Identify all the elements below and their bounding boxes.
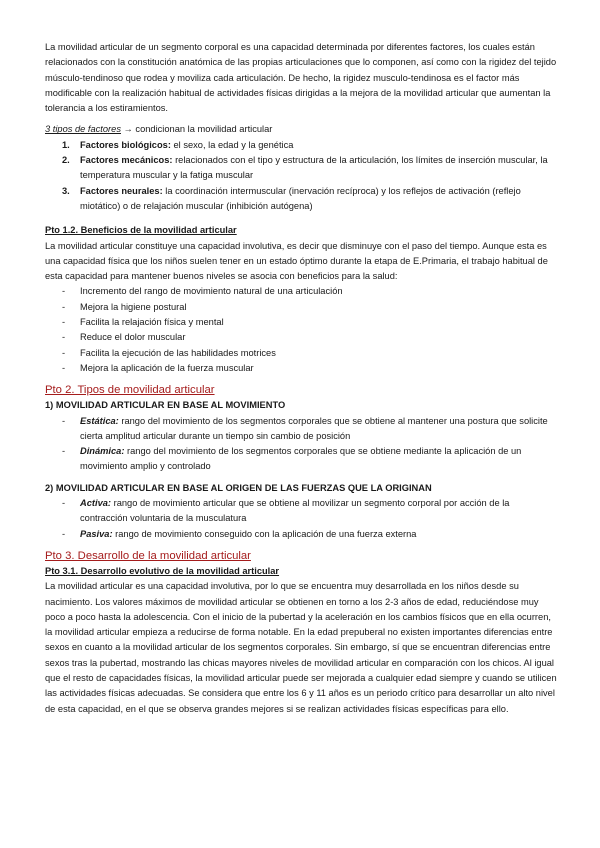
dash-marker: - [62, 332, 66, 343]
list-number: 3. [62, 185, 70, 196]
type-term: Estática: [80, 415, 119, 426]
list-item [45, 361, 557, 376]
section-3-heading: Pto 3. Desarrollo de la movilidad articular [45, 549, 251, 562]
movement-types-list [45, 414, 557, 475]
list-item [45, 184, 557, 215]
group-number: 2) [45, 482, 56, 493]
intro-paragraph: La movilidad articular de un segmento corporal es una capacidad determinada por diferentes factores, los cuales están relacionados con la constitución anatómica de las propias articulaciones que lo componen, así como con la rigidez del tejido músculo-tendinoso que rodea y moviliza cada articulación. De hecho, la rigidez musculo-tendinosa es el factor más modificable con la realización habitual de actividades físicas dirigidas a la mejora de la movilidad articular que aumentan la tolerancia a los estiramientos. [45, 42, 557, 114]
factors-lead-line [45, 122, 557, 137]
list-number: 1. [62, 139, 70, 150]
list-item [45, 414, 557, 445]
factor-term: Factores neurales: [80, 185, 163, 196]
dash-marker: - [62, 415, 66, 426]
list-item [45, 496, 557, 527]
section-1-2-heading: Pto 1.2. Beneficios de la movilidad articular [45, 225, 237, 236]
benefits-list [45, 284, 557, 376]
factor-term: Factores biológicos: [80, 139, 171, 150]
dash-marker: - [62, 362, 66, 373]
benefit-text: Facilita la ejecución de las habilidades motrices [80, 347, 276, 358]
section-3-1-body: La movilidad articular es una capacidad involutiva, por lo que se encuentra muy desarrollada en los niños desde su nacimiento. Los valores máximos de movilidad articular se obtienen en torno a los 2-3 años de edad, reduciéndose muy poco a poco hasta la adolescencia. Con el inicio de la pubertad y la aceleración en los cambios físicos que en ella ocurren, la movilidad articular empieza a reducirse de forma notable. En la edad prepuberal no existen importantes diferencias entre sexos en cuanto a la movilidad articular de los segmentos corporales. Sin embargo, sí que se encuentran diferencias entre sexos tras la pubertad, mostrando las chicas mayores niveles de movilidad articular en comparación con los chicos. Al igual que el resto de capacidades físicas, la movilidad articular puede ser mejorada a cualquier edad siempre y cuando se utilicen las actividades físicas adecuadas. Se considera que entre los 6 y 11 años es un periodo crítico para desarrollar un alto nivel de esta capacidad, en el que se observa grandes mejores si se realizan actividades físicas específicas para ello. [45, 581, 557, 714]
list-item [45, 346, 557, 361]
factors-lead: 3 tipos de factores [45, 124, 121, 135]
factor-text: la coordinación intermuscular (inervación recíproca) y los reflejos de activación (reflejo miotático) o de relajación muscular (inhibición autógena) [80, 185, 521, 211]
benefit-text: Mejora la higiene postural [80, 301, 187, 312]
type-text: rango de movimiento conseguido con la aplicación de una fuerza externa [112, 528, 417, 539]
dash-marker: - [62, 498, 66, 509]
type-term: Dinámica: [80, 446, 125, 457]
document-content [45, 40, 557, 717]
group-title-text: MOVILIDAD ARTICULAR EN BASE AL MOVIMIENTO [55, 400, 286, 411]
benefit-text: Incremento del rango de movimiento natural de una articulación [80, 286, 343, 297]
section-2-heading: Pto 2. Tipos de movilidad articular [45, 384, 215, 397]
list-item [45, 527, 557, 542]
factor-term: Factores mecánicos: [80, 155, 173, 166]
spacer [45, 214, 557, 223]
list-item [45, 444, 557, 475]
factor-text: el sexo, la edad y la genética [170, 139, 294, 150]
dash-marker: - [62, 347, 66, 358]
list-item [45, 284, 557, 299]
factor-text: relacionados con el tipo y estructura de la articulación, los límites de inserción muscular, la temperatura muscular y la fatiga muscular [80, 155, 548, 181]
dash-marker: - [62, 286, 66, 297]
benefit-text: Facilita la relajación física y mental [80, 317, 224, 328]
group-2-title [45, 481, 557, 496]
list-item [45, 138, 557, 153]
group-1-title [45, 398, 557, 413]
force-origin-types-list [45, 496, 557, 542]
factors-arrow-text: → condicionan la movilidad articular [120, 124, 273, 135]
type-text: rango del movimiento de los segmentos corporales que se obtiene mediante la aplicación de un movimiento amplio y controlado [80, 446, 522, 472]
list-number: 2. [62, 155, 70, 166]
section-1-2-body: La movilidad articular constituye una capacidad involutiva, es decir que disminuye con el paso del tiempo. Aunque esta es una capacidad física que los niños suelen tener en un estado óptimo durante la etapa de E.Primaria, el trabajo habitual de esta capacidad para mantener buenos niveles se asocia con beneficios para la salud: [45, 240, 548, 282]
dash-marker: - [62, 301, 66, 312]
list-item [45, 153, 557, 184]
section-3-1-heading: Pto 3.1. Desarrollo evolutivo de la movilidad articular [45, 565, 280, 576]
type-term: Activa: [80, 498, 112, 509]
dash-marker: - [62, 317, 66, 328]
list-item [45, 300, 557, 315]
list-item [45, 315, 557, 330]
benefit-text: Reduce el dolor muscular [80, 332, 186, 343]
dash-marker: - [62, 528, 66, 539]
type-text: rango de movimiento articular que se obtiene al movilizar un segmento corporal por acción de la contracción voluntaria de la musculatura [80, 498, 510, 524]
type-term: Pasiva: [80, 528, 113, 539]
dash-marker: - [62, 446, 66, 457]
factors-list [45, 138, 557, 214]
list-item [45, 330, 557, 345]
benefit-text: Mejora la aplicación de la fuerza muscular [80, 362, 254, 373]
type-text: rango del movimiento de los segmentos corporales que se obtiene al mantener una postura que solicite cierta amplitud articular durante un tiempo sin cambio de posición [80, 415, 548, 441]
group-title-text: MOVILIDAD ARTICULAR EN BASE AL ORIGEN DE LAS FUERZAS QUE LA ORIGINAN [55, 482, 432, 493]
group-number: 1) [45, 400, 56, 411]
